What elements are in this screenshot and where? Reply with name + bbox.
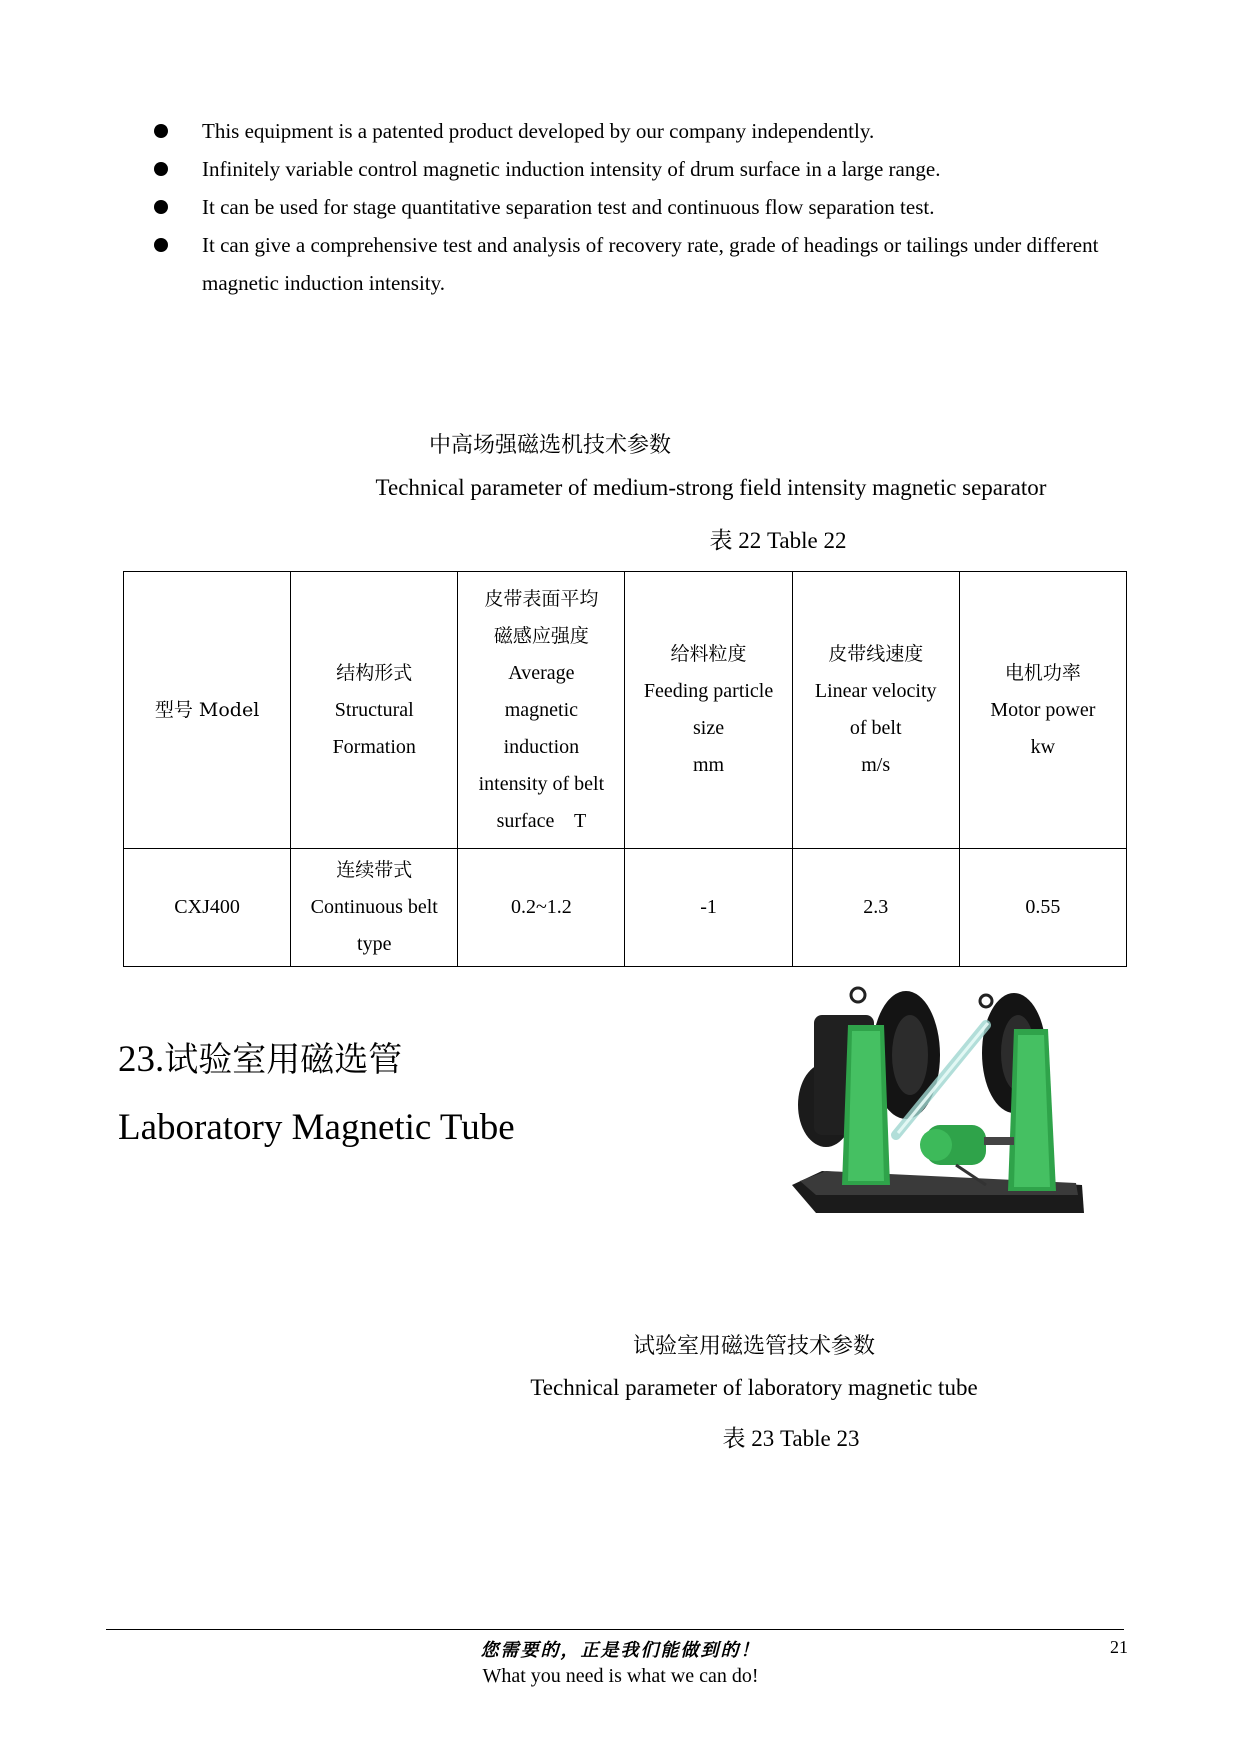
footer-slogan-en: What you need is what we can do!: [482, 1665, 759, 1687]
feature-list: [152, 112, 1112, 302]
header-feeding-en: Feeding particle: [643, 680, 774, 702]
footer-slogan-cn: 您需要的，正是我们能做到的！: [480, 1640, 761, 1661]
bullet-text: It can give a comprehensive test and analysis of recovery rate, grade of headings or tailings under different magnetic induction intensity.: [202, 233, 1099, 295]
table22-caption-cn: 中高场强磁选机技术参数: [428, 433, 671, 458]
right-green-stand-face: [1014, 1035, 1050, 1187]
bullet-icon: [154, 200, 168, 214]
header-power: [959, 572, 1126, 849]
laboratory-magnetic-tube-image: [786, 985, 1088, 1218]
cell-structure-en: Continuous belt: [310, 896, 438, 918]
list-item: [152, 112, 1112, 150]
motor-end: [920, 1129, 952, 1161]
cell-power: 0.55: [959, 849, 1126, 967]
table23-label: 表 23 Table 23: [722, 1426, 860, 1451]
list-item: [152, 150, 1112, 188]
header-intensity-en: surface T: [496, 809, 587, 832]
bullet-icon: [154, 124, 168, 138]
header-model-label: 型号 Model: [154, 698, 260, 721]
table22-caption-en: Technical parameter of medium-strong field intensity magnetic separator: [375, 475, 1047, 500]
table22-label: 表 22 Table 22: [709, 528, 847, 553]
cell-feeding: -1: [625, 849, 792, 967]
header-structure: [291, 572, 458, 849]
lift-eye-icon: [851, 988, 865, 1002]
page-number: 21: [1110, 1637, 1128, 1657]
footer-divider: [106, 1629, 1124, 1630]
header-intensity-en: magnetic: [504, 698, 579, 721]
header-power-en: Motor power: [990, 698, 1096, 721]
bullet-text: It can be used for stage quantitative separation test and continuous flow separation test.: [202, 195, 935, 219]
header-intensity-cn: 磁感应强度: [493, 624, 589, 647]
list-item: [152, 226, 1112, 302]
header-intensity-cn: 皮带表面平均: [484, 587, 599, 610]
header-velocity: [792, 572, 959, 849]
cell-structure-cn: 连续带式: [336, 859, 413, 881]
header-feeding-en: mm: [692, 754, 725, 776]
header-power-en: kw: [1030, 735, 1056, 758]
left-drum-hub: [892, 1015, 928, 1095]
bullet-icon: [154, 238, 168, 252]
section-title-en: Laboratory Magnetic Tube: [118, 1107, 515, 1148]
cell-intensity: 0.2~1.2: [458, 849, 625, 967]
table23-caption-en: Technical parameter of laboratory magnetic tube: [530, 1375, 978, 1400]
header-structure-en: Structural: [334, 698, 414, 721]
table-row: [124, 849, 1127, 967]
cell-velocity: 2.3: [792, 849, 959, 967]
header-feeding: [625, 572, 792, 849]
header-velocity-cn: 皮带线速度: [828, 643, 924, 665]
header-structure-en: Formation: [332, 735, 416, 758]
header-feeding-cn: 给料粒度: [670, 643, 747, 665]
header-feeding-en: size: [693, 717, 725, 739]
header-model: [124, 572, 291, 849]
section-title-cn: [118, 1032, 402, 1081]
header-intensity-en: intensity of belt: [478, 772, 605, 795]
header-structure-cn: 结构形式: [336, 661, 413, 684]
cell-structure-en: type: [357, 933, 392, 955]
bullet-text: This equipment is a patented product developed by our company independently.: [202, 119, 875, 143]
header-intensity-en: induction: [503, 735, 580, 758]
header-velocity-en: of belt: [849, 717, 902, 739]
section-title-cn-text: 试验室用磁选管: [164, 1040, 403, 1080]
bullet-icon: [154, 162, 168, 176]
lift-eye-icon: [980, 995, 992, 1007]
header-intensity: [458, 572, 625, 849]
header-velocity-en: Linear velocity: [814, 680, 937, 702]
cell-structure: [291, 849, 458, 967]
left-green-stand-face: [848, 1031, 884, 1181]
header-power-cn: 电机功率: [1004, 661, 1081, 684]
motor-shaft: [984, 1137, 1014, 1145]
table-header-row: [124, 572, 1127, 849]
header-velocity-en: m/s: [861, 754, 891, 776]
bullet-text: Infinitely variable control magnetic induction intensity of drum surface in a large range.: [202, 157, 941, 181]
table23-caption-cn: 试验室用磁选管技术参数: [632, 1334, 875, 1359]
cell-model: CXJ400: [124, 849, 291, 967]
header-intensity-en: Average: [508, 661, 575, 684]
table22: [123, 571, 1127, 967]
section-number: 23.: [118, 1039, 165, 1080]
list-item: [152, 188, 1112, 226]
